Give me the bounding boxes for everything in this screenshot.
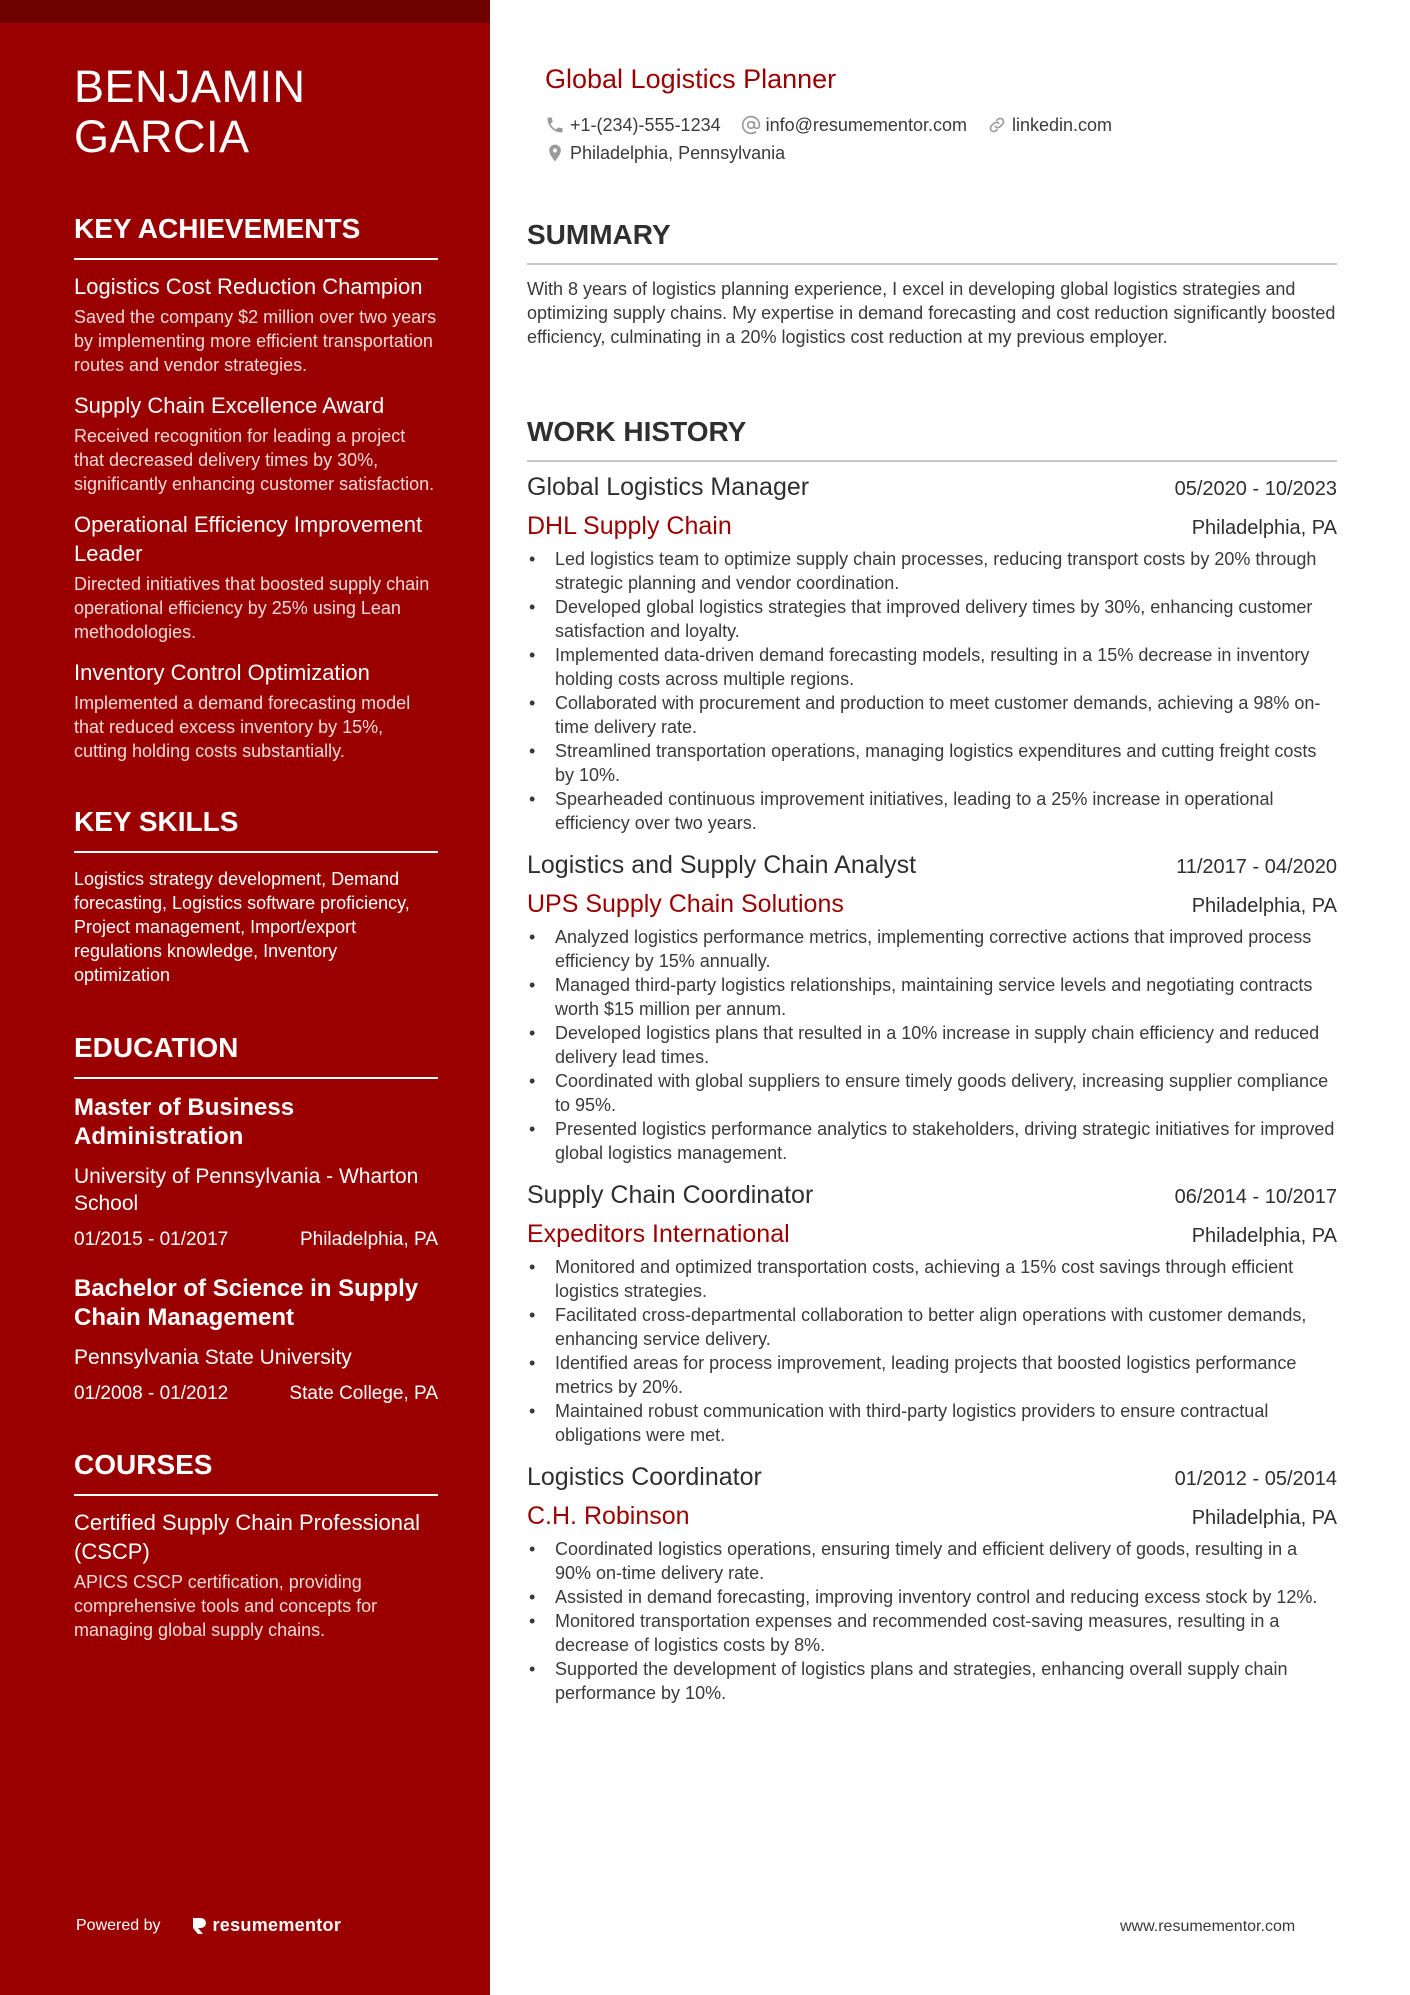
courses-section <box>74 1448 438 1642</box>
degree: Bachelor of Science in Supply Chain Management <box>74 1275 419 1331</box>
powered-by <box>76 1915 341 1936</box>
candidate-name <box>74 62 438 162</box>
skills-section <box>74 805 438 987</box>
job-dates: 05/2020 - 10/2023 <box>1174 478 1337 500</box>
sidebar <box>0 0 490 1995</box>
email-text: info@resumementor.com <box>765 115 967 135</box>
linkedin-contact[interactable] <box>987 112 1112 138</box>
job-bullets <box>527 1255 1337 1447</box>
job-location: Philadelphia, PA <box>1191 517 1337 539</box>
achievement-desc: Saved the company $2 million over two years by implementing more efficient transportation routes and vendor strategies. <box>74 307 437 375</box>
job-bullets <box>527 1537 1337 1705</box>
list-item: • Developed logistics plans that resulted in a 10% increase in supply chain efficiency and reduced delivery lead times. <box>527 1021 1337 1069</box>
education-section <box>74 1031 438 1406</box>
list-item: • Maintained robust communication with third-party logistics providers to ensure contractual obligations were met. <box>527 1399 1337 1447</box>
target-job-title: Global Logistics Planner <box>545 64 837 94</box>
achievement-title: Operational Efficiency Improvement Leader <box>74 512 423 566</box>
school: University of Pennsylvania - Wharton School <box>74 1165 419 1215</box>
education-meta <box>74 1228 438 1252</box>
last-name: GARCIA <box>74 111 250 162</box>
summary-text: With 8 years of logistics planning experience, I excel in developing global logistics strategies and optimizing supply chains. My expertise in demand forecasting and cost reduction significantly boosted efficiency, culminating in a 20% logistics cost reduction at my previous employer. <box>527 279 1336 347</box>
job-role: Logistics Coordinator <box>527 1463 762 1491</box>
contact-row <box>545 112 1325 138</box>
list-item: • Implemented data-driven demand forecasting models, resulting in a 15% decrease in inventory holding costs across multiple regions. <box>527 643 1337 691</box>
list-item: • Developed global logistics strategies that improved delivery times by 30%, enhancing customer satisfaction and loyalty. <box>527 595 1337 643</box>
powered-by-label: Powered by <box>76 1916 161 1934</box>
list-item: • Identified areas for process improvement, leading projects that boosted logistics performance metrics by 20%. <box>527 1351 1337 1399</box>
job-dates: 11/2017 - 04/2020 <box>1176 856 1337 878</box>
location-text: Philadelphia, Pennsylvania <box>570 143 786 163</box>
achievement-title: Logistics Cost Reduction Champion <box>74 274 423 299</box>
job-header <box>527 1179 1337 1213</box>
job-entry <box>527 1461 1337 1705</box>
education-dates: 01/2008 - 01/2012 <box>74 1383 229 1404</box>
job-subheader <box>527 1219 1337 1251</box>
job-subheader <box>527 511 1337 543</box>
achievement-title: Supply Chain Excellence Award <box>74 393 385 418</box>
job-dates: 01/2012 - 05/2014 <box>1174 1468 1337 1490</box>
course-desc: APICS CSCP certification, providing comprehensive tools and concepts for managing global supply chains. <box>74 1572 378 1640</box>
education-dates: 01/2015 - 01/2017 <box>74 1229 229 1250</box>
skills-list: Logistics strategy development, Demand forecasting, Logistics software proficiency, Project management, Import/export regulations knowledge, Inventory optimization <box>74 869 410 985</box>
school: Pennsylvania State University <box>74 1346 352 1369</box>
list-item: • Analyzed logistics performance metrics, implementing corrective actions that improved process efficiency by 15% annually. <box>527 925 1337 973</box>
job-dates: 06/2014 - 10/2017 <box>1174 1186 1337 1208</box>
education-item <box>74 1093 438 1252</box>
job-bullets <box>527 547 1337 835</box>
list-item: • Presented logistics performance analytics to stakeholders, driving strategic initiatives for improved global logistics management. <box>527 1117 1337 1165</box>
job-subheader <box>527 889 1337 921</box>
summary-heading: SUMMARY <box>527 218 1337 265</box>
first-name: BENJAMIN <box>74 61 306 112</box>
achievement-title: Inventory Control Optimization <box>74 660 370 685</box>
list-item: • Supported the development of logistics plans and strategies, enhancing overall supply chain performance by 10%. <box>527 1657 1337 1705</box>
achievement-desc: Received recognition for leading a project that decreased delivery times by 30%, significantly enhancing customer satisfaction. <box>74 426 435 494</box>
education-location: Philadelphia, PA <box>299 1229 438 1250</box>
job-subheader <box>527 1501 1337 1533</box>
achievement-item <box>74 658 438 763</box>
education-heading: EDUCATION <box>74 1031 438 1079</box>
footer-website[interactable]: www.resumementor.com <box>1120 1918 1296 1935</box>
list-item: • Streamlined transportation operations, managing logistics expenditures and cutting freight costs by 10%. <box>527 739 1337 787</box>
job-location: Philadelphia, PA <box>1191 895 1337 917</box>
job-entry <box>527 1179 1337 1447</box>
list-item: • Collaborated with procurement and production to meet customer demands, achieving a 98% on-time delivery rate. <box>527 691 1337 739</box>
job-entry <box>527 471 1337 835</box>
education-location: State College, PA <box>289 1383 438 1404</box>
summary-section <box>527 218 1337 349</box>
sidebar-top-bar <box>0 0 490 23</box>
list-item: • Monitored and optimized transportation costs, achieving a 15% cost savings through efficient logistics strategies. <box>527 1255 1337 1303</box>
job-header <box>527 471 1337 505</box>
phone-text: +1-(234)-555-1234 <box>570 115 721 135</box>
job-role: Global Logistics Manager <box>527 473 810 501</box>
list-item: • Monitored transportation expenses and recommended cost-saving measures, resulting in a decrease of logistics costs by 8%. <box>527 1609 1337 1657</box>
job-location: Philadelphia, PA <box>1191 1225 1337 1247</box>
brand-name[interactable]: resumementor <box>212 1915 342 1935</box>
linkedin-text: linkedin.com <box>1011 115 1113 135</box>
list-item: • Coordinated with global suppliers to ensure timely goods delivery, increasing supplier compliance to 95%. <box>527 1069 1337 1117</box>
email-contact[interactable] <box>741 112 967 138</box>
work-history-heading: WORK HISTORY <box>527 415 1337 462</box>
skills-heading: KEY SKILLS <box>74 805 438 853</box>
achievement-item <box>74 510 438 644</box>
education-meta <box>74 1382 438 1406</box>
sidebar-content <box>74 62 438 1642</box>
job-role: Logistics and Supply Chain Analyst <box>527 851 917 879</box>
at-icon <box>741 115 761 135</box>
job-role: Supply Chain Coordinator <box>527 1181 814 1209</box>
list-item: • Spearheaded continuous improvement initiatives, leading to a 25% increase in operational efficiency over two years. <box>527 787 1337 835</box>
achievement-desc: Implemented a demand forecasting model that reduced excess inventory by 15%, cutting holding costs substantially. <box>74 693 411 761</box>
job-company: DHL Supply Chain <box>527 512 732 540</box>
list-item: • Facilitated cross-departmental collaboration to better align operations with customer demands, enhancing service delivery. <box>527 1303 1337 1351</box>
work-history-section <box>527 415 1337 1705</box>
contact-info <box>545 112 1325 168</box>
job-header <box>527 849 1337 883</box>
job-location: Philadelphia, PA <box>1191 1507 1337 1529</box>
location-contact <box>545 140 785 166</box>
list-item: • Led logistics team to optimize supply chain processes, reducing transport costs by 20% through strategic planning and vendor coordination. <box>527 547 1337 595</box>
phone-icon <box>545 115 565 135</box>
job-entry <box>527 849 1337 1165</box>
job-bullets <box>527 925 1337 1165</box>
list-item: • Assisted in demand forecasting, improving inventory control and reducing excess stock by 12%. <box>527 1585 1337 1609</box>
courses-heading: COURSES <box>74 1448 438 1496</box>
education-item <box>74 1274 438 1406</box>
achievements-heading: KEY ACHIEVEMENTS <box>74 212 438 260</box>
achievement-item <box>74 272 438 377</box>
job-company: C.H. Robinson <box>527 1502 690 1530</box>
resumementor-logo-icon <box>191 1916 207 1936</box>
link-icon <box>987 115 1007 135</box>
degree: Master of Business Administration <box>74 1094 295 1150</box>
phone-contact[interactable] <box>545 112 721 138</box>
course-item <box>74 1508 438 1642</box>
list-item: • Coordinated logistics operations, ensuring timely and efficient delivery of goods, resulting in a 90% on-time delivery rate. <box>527 1537 1337 1585</box>
achievement-desc: Directed initiatives that boosted supply chain operational efficiency by 25% using Lean methodologies. <box>74 574 430 642</box>
job-header <box>527 1461 1337 1495</box>
job-company: Expeditors International <box>527 1220 790 1248</box>
list-item: • Managed third-party logistics relationships, maintaining service levels and negotiating contracts worth $15 million per annum. <box>527 973 1337 1021</box>
achievement-item <box>74 391 438 496</box>
job-company: UPS Supply Chain Solutions <box>527 890 844 918</box>
map-pin-icon <box>545 143 565 163</box>
course-title: Certified Supply Chain Professional (CSCP) <box>74 1510 421 1564</box>
contact-row <box>545 140 1325 166</box>
achievements-section <box>74 212 438 763</box>
